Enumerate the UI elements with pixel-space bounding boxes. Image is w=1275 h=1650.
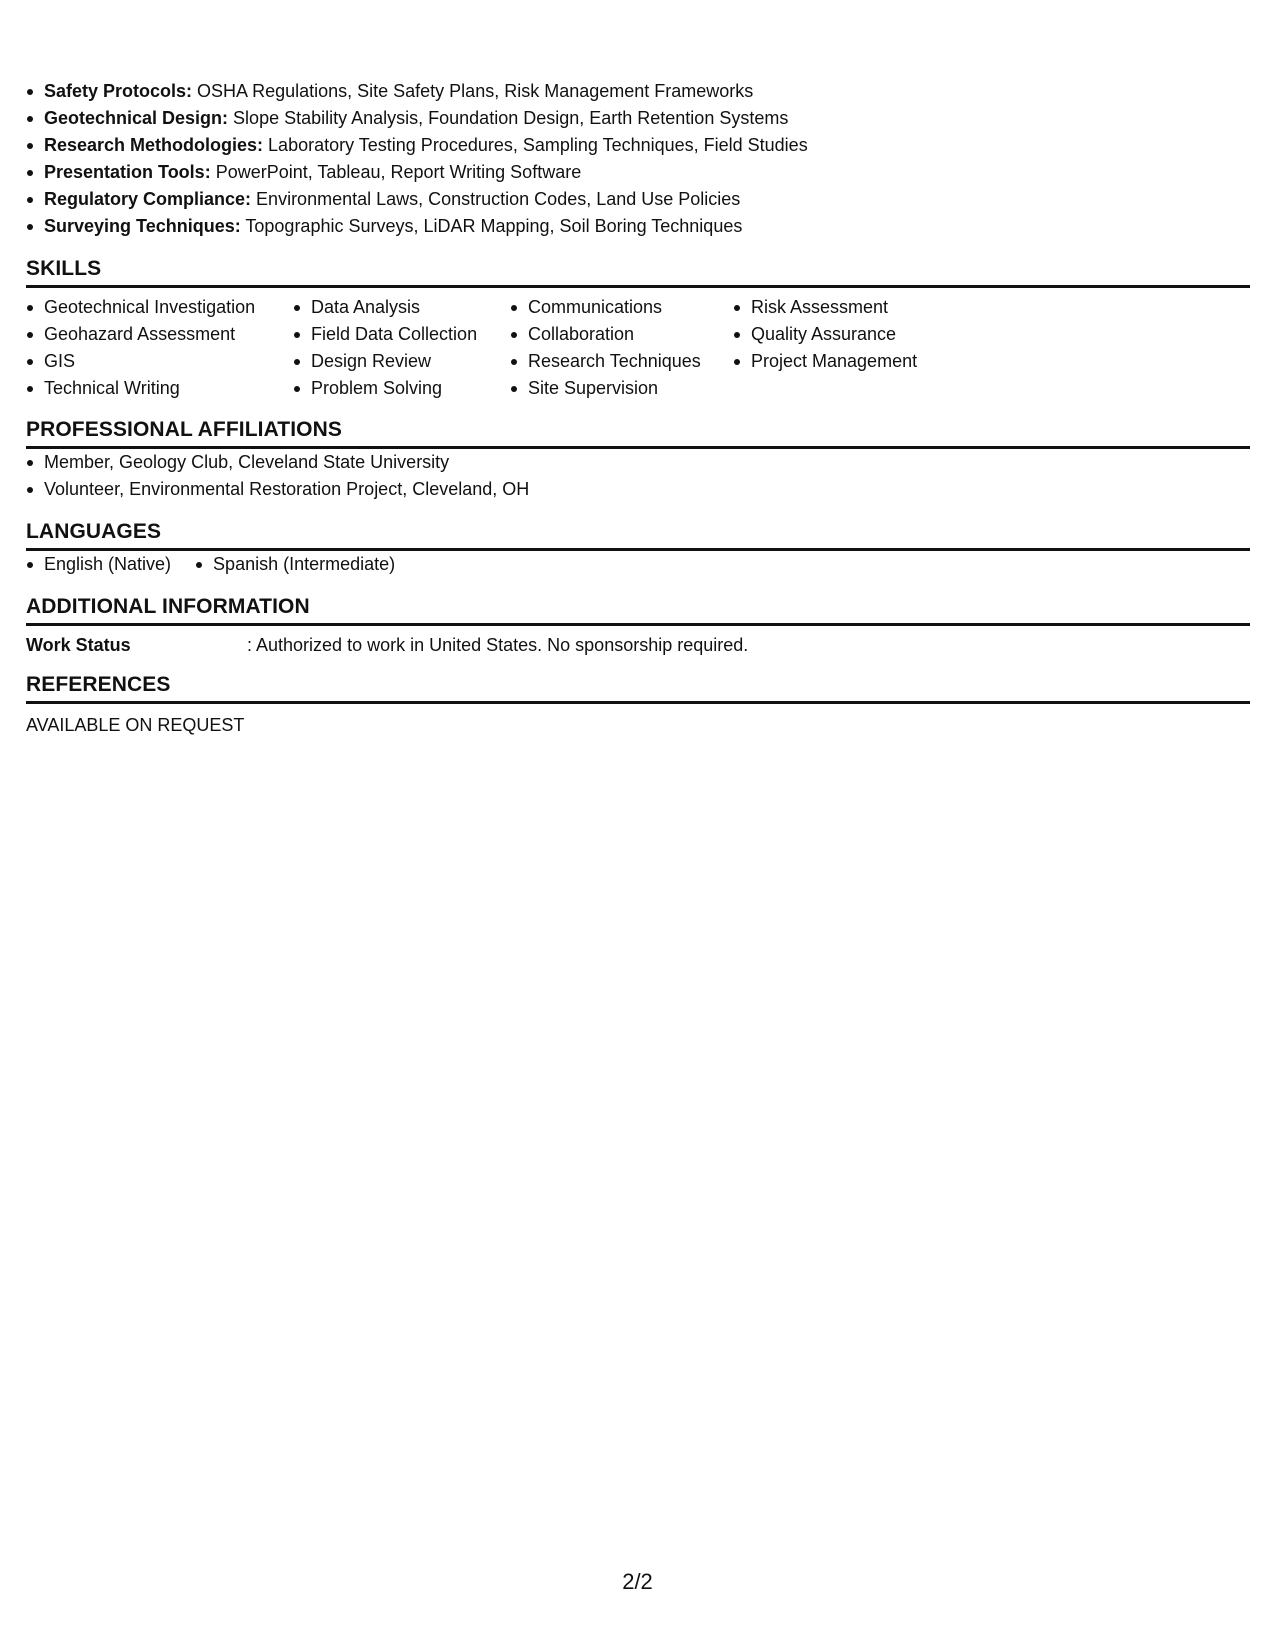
skill-item: Technical Writing — [26, 375, 293, 402]
skill-category-text: Topographic Surveys, LiDAR Mapping, Soil Boring Techniques — [240, 216, 743, 236]
skill-category-text: OSHA Regulations, Site Safety Plans, Risk Management Frameworks — [192, 81, 754, 101]
skills-heading: SKILLS — [26, 256, 1250, 288]
skill-item: Field Data Collection — [293, 321, 510, 348]
list-item — [26, 159, 1250, 186]
list-item — [26, 78, 1250, 105]
skill-category-label: Regulatory Compliance: — [44, 189, 252, 209]
skills-grid — [26, 294, 1250, 402]
skill-category-label: Surveying Techniques: — [44, 216, 241, 236]
skill-category-label: Safety Protocols: — [44, 81, 193, 101]
skill-category-label: Geotechnical Design: — [44, 108, 229, 128]
skill-item: Design Review — [293, 348, 510, 375]
affiliations-heading: PROFESSIONAL AFFILIATIONS — [26, 417, 1250, 449]
work-status-row — [26, 632, 1250, 658]
skill-category-text: Environmental Laws, Construction Codes, Land Use Policies — [251, 189, 741, 209]
list-item — [26, 186, 1250, 213]
list-item — [26, 132, 1250, 159]
skills-column — [510, 294, 733, 402]
additional-information-heading: ADDITIONAL INFORMATION — [26, 594, 1250, 626]
skill-item: Site Supervision — [510, 375, 733, 402]
skill-item: Research Techniques — [510, 348, 733, 375]
affiliation-item: Volunteer, Environmental Restoration Project, Cleveland, OH — [26, 476, 1250, 503]
list-item — [26, 213, 1250, 240]
skill-item: Project Management — [733, 348, 973, 375]
languages-heading: LANGUAGES — [26, 519, 1250, 551]
skill-item: Geohazard Assessment — [26, 321, 293, 348]
technical-skills-list — [26, 78, 1250, 240]
skill-category-label: Research Methodologies: — [44, 135, 264, 155]
skill-category-text: Slope Stability Analysis, Foundation Design, Earth Retention Systems — [228, 108, 789, 128]
affiliation-item: Member, Geology Club, Cleveland State University — [26, 449, 1250, 476]
skill-category-label: Presentation Tools: — [44, 162, 211, 182]
skill-category-text: PowerPoint, Tableau, Report Writing Software — [210, 162, 582, 182]
work-status-value: : Authorized to work in United States. No sponsorship required. — [247, 635, 749, 655]
skill-item: Geotechnical Investigation — [26, 294, 293, 321]
skill-item: Problem Solving — [293, 375, 510, 402]
affiliations-list — [26, 449, 1250, 503]
skill-item: Collaboration — [510, 321, 733, 348]
skill-item: Communications — [510, 294, 733, 321]
skill-category-text: Laboratory Testing Procedures, Sampling Techniques, Field Studies — [263, 135, 808, 155]
work-status-label: Work Status — [26, 635, 131, 655]
list-item — [26, 105, 1250, 132]
skill-item: Risk Assessment — [733, 294, 973, 321]
skill-item: GIS — [26, 348, 293, 375]
skills-column — [293, 294, 510, 402]
language-item: Spanish (Intermediate) — [195, 551, 395, 578]
page-number: 2/2 — [622, 1569, 653, 1594]
references-heading: REFERENCES — [26, 672, 1250, 704]
skills-column — [733, 294, 973, 402]
languages-list — [26, 551, 1250, 578]
language-item: English (Native) — [26, 551, 171, 578]
resume-page — [26, 78, 1250, 738]
skill-item: Data Analysis — [293, 294, 510, 321]
skill-item: Quality Assurance — [733, 321, 973, 348]
references-text: AVAILABLE ON REQUEST — [26, 715, 245, 735]
skills-column — [26, 294, 293, 402]
